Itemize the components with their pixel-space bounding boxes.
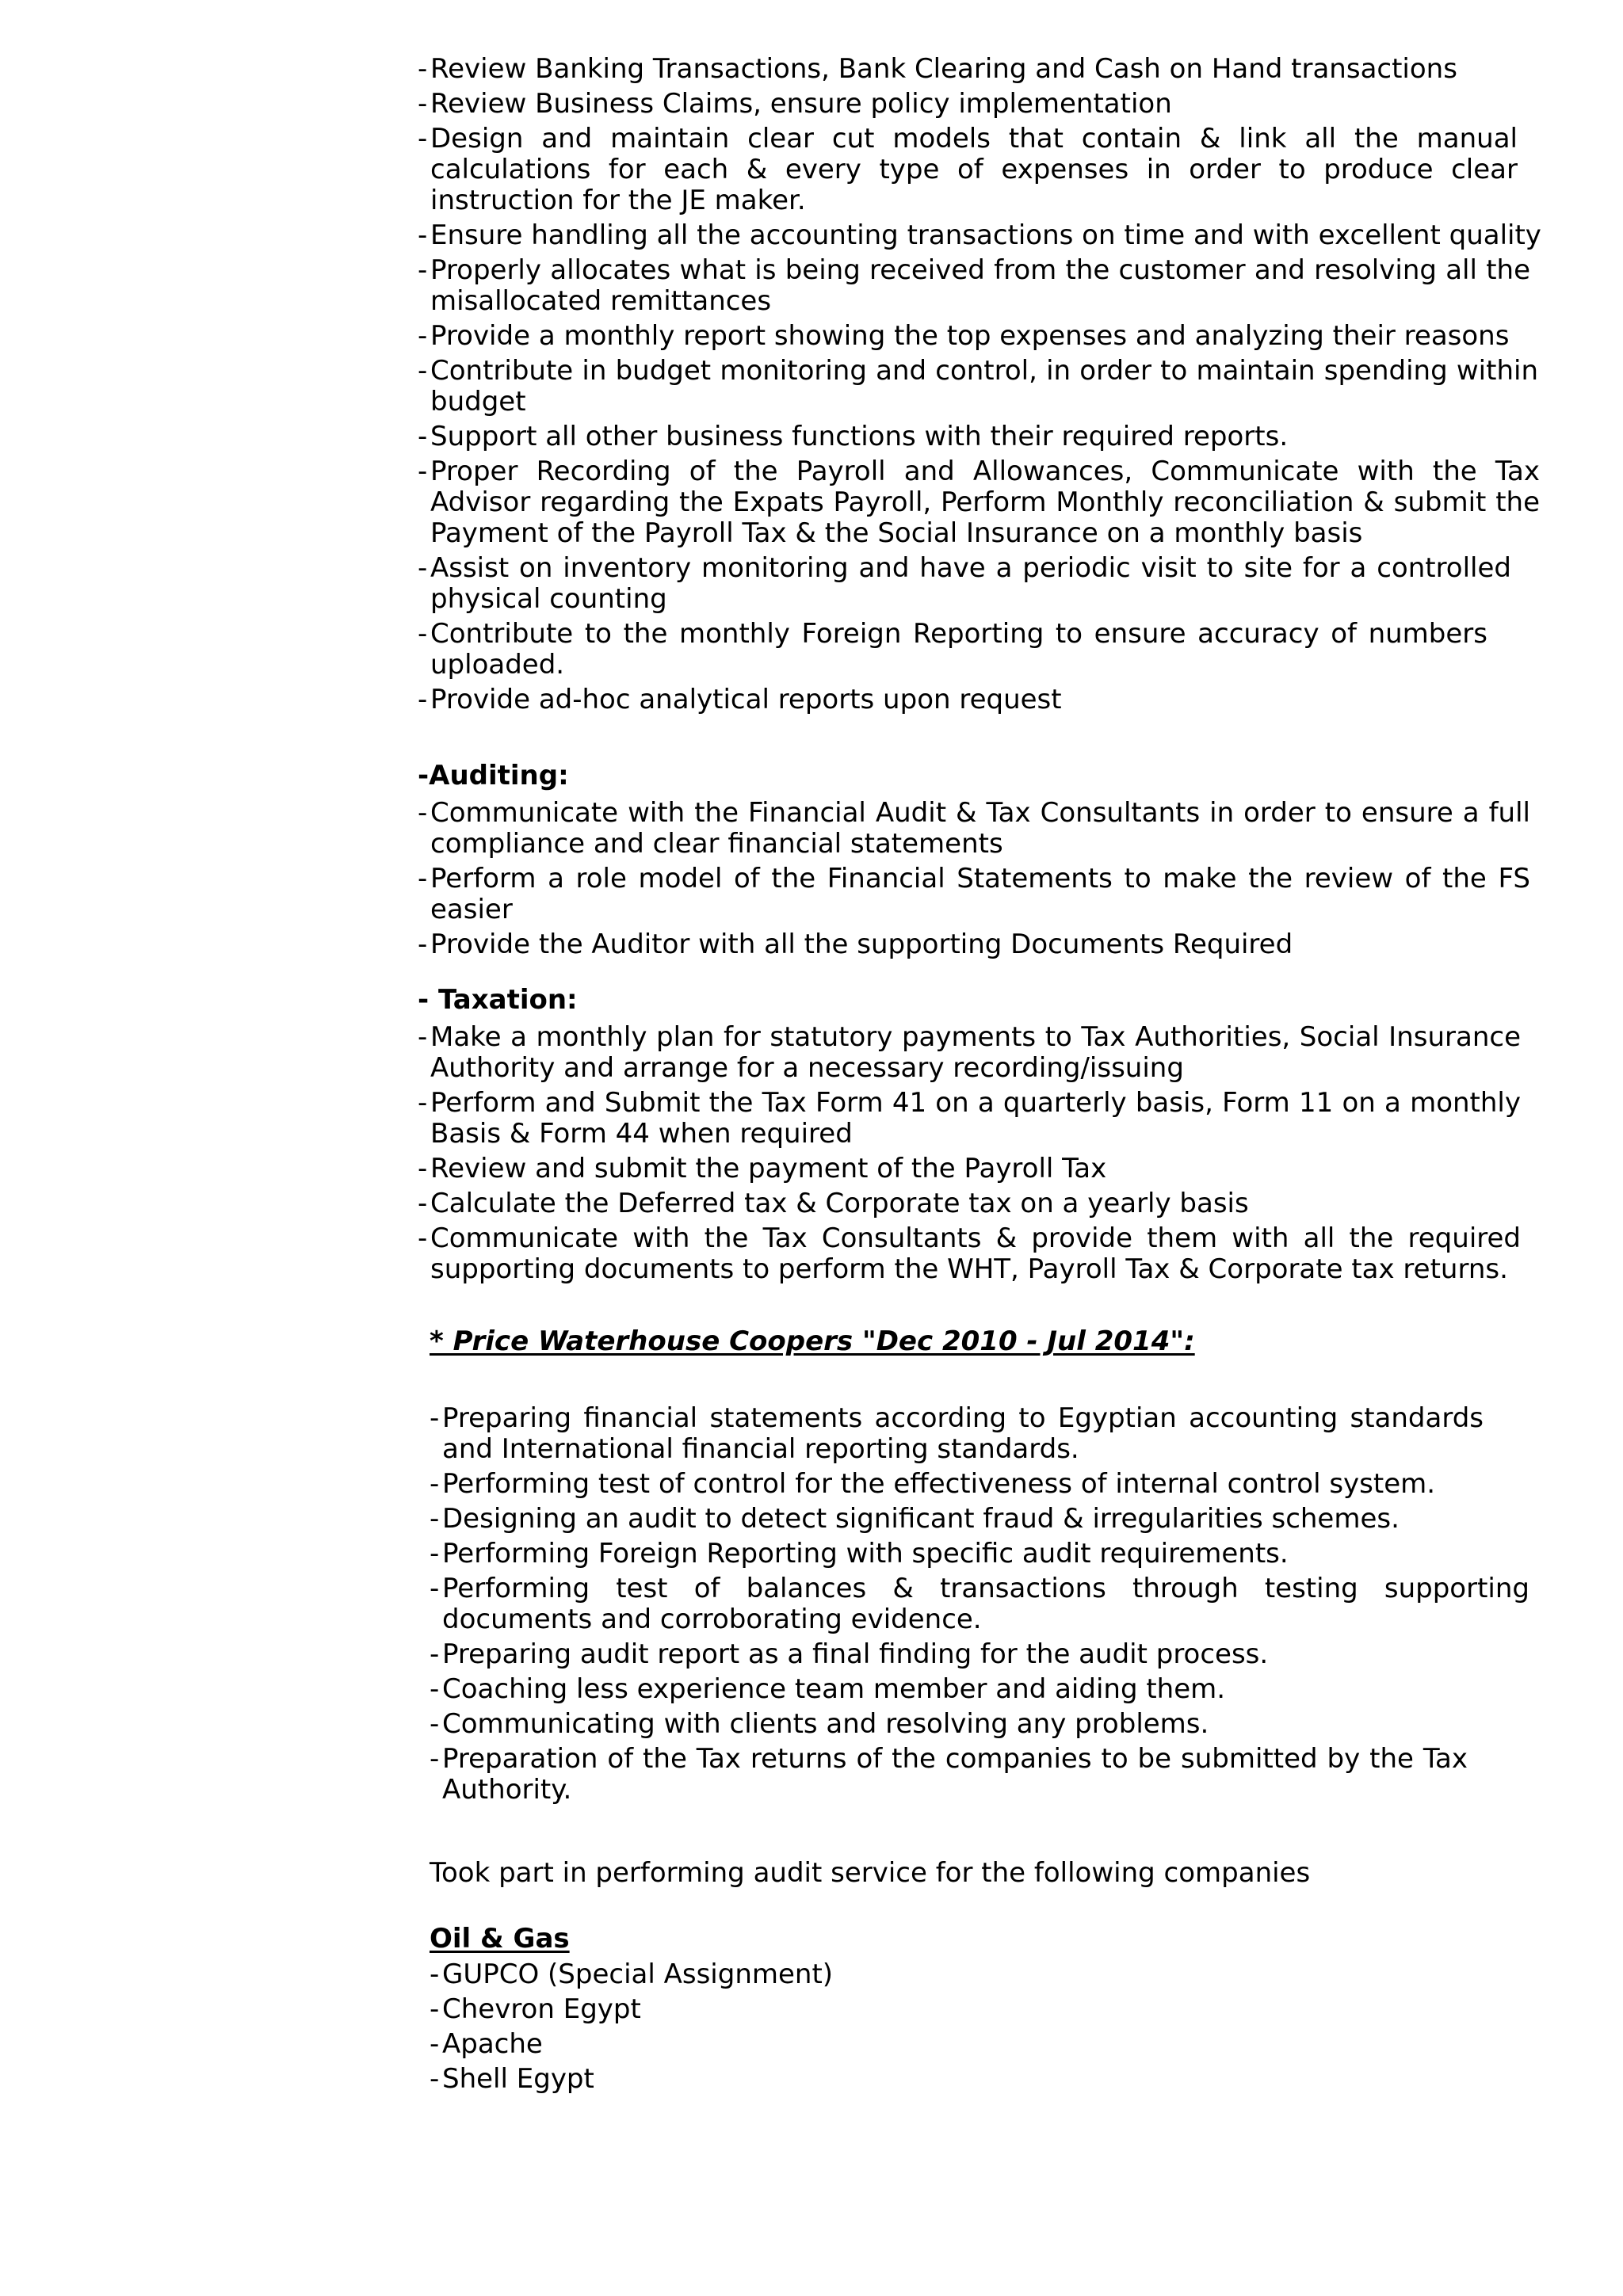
bullet-dash: - (418, 254, 428, 286)
bullet-dash: - (418, 1222, 428, 1254)
pwc-duty-text: Preparation of the Tax returns of the companies to be submitted by the Tax Authority. (442, 1743, 1468, 1806)
company-name: Shell Egypt (442, 2063, 594, 2095)
list-item (430, 1539, 1539, 1569)
duty-text: Design and maintain clear cut models that contain & link all the manual calculations for each & every type of expenses in order to produce clear instruction for the JE maker. (430, 123, 1518, 216)
pwc-duties-list (430, 1403, 1539, 1810)
company-item (430, 1992, 833, 2027)
duty-text: Support all other business functions with their required reports. (430, 421, 1289, 452)
tax-text: Communicate with the Tax Consultants & provide them with all the required supporting documents to perform the WHT, Payroll Tax & Corporate tax returns. (430, 1222, 1521, 1285)
tax-text: Perform and Submit the Tax Form 41 on a quarterly basis, Form 11 on a monthly Basis & Form 44 when required (430, 1087, 1521, 1150)
bullet-dash: - (430, 1402, 440, 1434)
duty-text: Contribute to the monthly Foreign Reporting to ensure accuracy of numbers uploaded. (430, 618, 1487, 681)
duty-text: Ensure handling all the accounting transactions on time and with excellent quality (430, 219, 1541, 251)
taxation-heading: - Taxation: (418, 984, 578, 1016)
bullet-dash: - (418, 1087, 428, 1119)
bullet-dash: - (418, 760, 430, 791)
duty-text: Proper Recording of the Payroll and Allowances, Communicate with the Tax Advisor regarding the Expats Payroll, Perform Monthly reconciliation & submit the Payment of the Payroll Tax & the Social Insurance on a monthly basis (430, 456, 1540, 549)
list-item (418, 456, 1559, 549)
duty-text: Review Business Claims, ensure policy implementation (430, 88, 1172, 120)
bullet-dash: - (430, 1538, 440, 1569)
tax-text: Calculate the Deferred tax & Corporate tax on a yearly basis (430, 1188, 1249, 1219)
bullet-dash: - (430, 1993, 440, 2025)
list-item (418, 89, 1559, 120)
pwc-duty-text: Performing Foreign Reporting with specific audit requirements. (442, 1538, 1289, 1569)
bullet-dash: - (430, 1638, 440, 1670)
audit-text: Communicate with the Financial Audit & Tax Consultants in order to ensure a full compliance and clear financial statements (430, 797, 1530, 860)
list-item (430, 1504, 1539, 1535)
list-item (430, 1674, 1539, 1705)
bullet-dash: - (418, 320, 428, 352)
pwc-duty-text: Performing test of control for the effectiveness of internal control system. (442, 1468, 1436, 1500)
audit-text: Provide the Auditor with all the supporting Documents Required (430, 929, 1293, 960)
tax-text: Review and submit the payment of the Payroll Tax (430, 1153, 1107, 1184)
list-item (418, 421, 1559, 452)
list-item (418, 619, 1559, 681)
duty-text: Contribute in budget monitoring and control, in order to maintain spending within budget (430, 355, 1538, 418)
auditing-heading (418, 761, 1559, 791)
bullet-dash: - (418, 53, 428, 85)
auditing-section (418, 761, 1559, 964)
companies-intro: Took part in performing audit service for the following companies (430, 1857, 1311, 1889)
duty-text: Assist on inventory monitoring and have a periodic visit to site for a controlled physical counting (430, 552, 1511, 615)
bullet-dash: - (418, 929, 428, 960)
bullet-dash: - (418, 797, 428, 829)
bullet-dash: - (430, 1958, 440, 1990)
company-name: Apache (442, 2028, 543, 2060)
bullet-dash: - (418, 863, 428, 894)
duty-text: Review Banking Transactions, Bank Clearing and Cash on Hand transactions (430, 53, 1457, 85)
bullet-dash: - (430, 1503, 440, 1535)
audit-text: Perform a role model of the Financial Statements to make the review of the FS easier (430, 863, 1530, 925)
company-item (430, 1957, 833, 1992)
list-item (418, 255, 1559, 317)
bullet-dash: - (418, 684, 428, 715)
bullet-dash: - (418, 1021, 428, 1053)
bullet-dash: - (430, 1573, 440, 1604)
pwc-duty-text: Preparing audit report as a final finding for the audit process. (442, 1638, 1269, 1670)
list-item (418, 220, 1559, 251)
list-item (418, 685, 1559, 715)
list-item (430, 1403, 1539, 1465)
list-item (418, 553, 1559, 615)
list-item (418, 864, 1559, 925)
bullet-dash: - (418, 123, 428, 154)
company-item (430, 2027, 833, 2061)
duties-list (418, 54, 1559, 719)
bullet-dash: - (418, 1188, 428, 1219)
section-title: Auditing: (429, 760, 569, 791)
list-item (418, 929, 1559, 960)
list-item (418, 798, 1559, 860)
list-item (418, 124, 1559, 216)
list-item (418, 1223, 1559, 1285)
bullet-dash: - (418, 355, 428, 387)
bullet-dash: - (418, 219, 428, 251)
bullet-dash: - (430, 2028, 440, 2060)
list-item (418, 54, 1559, 85)
list-item (430, 1469, 1539, 1500)
list-item (418, 1154, 1559, 1184)
list-item (418, 356, 1559, 418)
company-name: Chevron Egypt (442, 1993, 641, 2025)
company-item (430, 2061, 833, 2096)
pwc-duty-text: Preparing financial statements according to Egyptian accounting standards and International financial reporting standards. (442, 1402, 1484, 1465)
bullet-dash: - (430, 1468, 440, 1500)
list-item (418, 1088, 1559, 1150)
taxation-section (418, 985, 1559, 1289)
pwc-duty-text: Communicating with clients and resolving any problems. (442, 1708, 1209, 1740)
bullet-dash: - (418, 552, 428, 584)
pwc-experience-title: * Price Waterhouse Coopers "Dec 2010 - Jul 2014": (430, 1325, 1195, 1357)
pwc-duty-text: Coaching less experience team member and aiding them. (442, 1673, 1226, 1705)
bullet-dash: - (418, 618, 428, 650)
list-item (418, 1188, 1559, 1219)
duty-text: Provide ad-hoc analytical reports upon request (430, 684, 1062, 715)
bullet-dash: - (418, 421, 428, 452)
company-name: GUPCO (Special Assignment) (442, 1958, 834, 1990)
list-item (430, 1639, 1539, 1670)
list-item (430, 1573, 1539, 1635)
sector-heading: Oil & Gas (430, 1923, 570, 1955)
tax-text: Make a monthly plan for statutory payments to Tax Authorities, Social Insurance Authority and arrange for a necessary recording/issuing (430, 1021, 1521, 1084)
bullet-dash: - (418, 88, 428, 120)
bullet-dash: - (430, 2063, 440, 2095)
list-item (418, 321, 1559, 352)
bullet-dash: - (418, 1153, 428, 1184)
duty-text: Properly allocates what is being received from the customer and resolving all the misallocated remittances (430, 254, 1530, 317)
bullet-dash: - (430, 1708, 440, 1740)
list-item (418, 1022, 1559, 1084)
duty-text: Provide a monthly report showing the top expenses and analyzing their reasons (430, 320, 1510, 352)
list-item (430, 1744, 1539, 1806)
pwc-duty-text: Designing an audit to detect significant fraud & irregularities schemes. (442, 1503, 1400, 1535)
bullet-dash: - (430, 1743, 440, 1775)
pwc-duty-text: Performing test of balances & transactions through testing supporting documents and corroborating evidence. (442, 1573, 1529, 1635)
bullet-dash: - (430, 1673, 440, 1705)
company-list (430, 1957, 833, 2096)
bullet-dash: - (418, 456, 428, 487)
list-item (430, 1709, 1539, 1740)
